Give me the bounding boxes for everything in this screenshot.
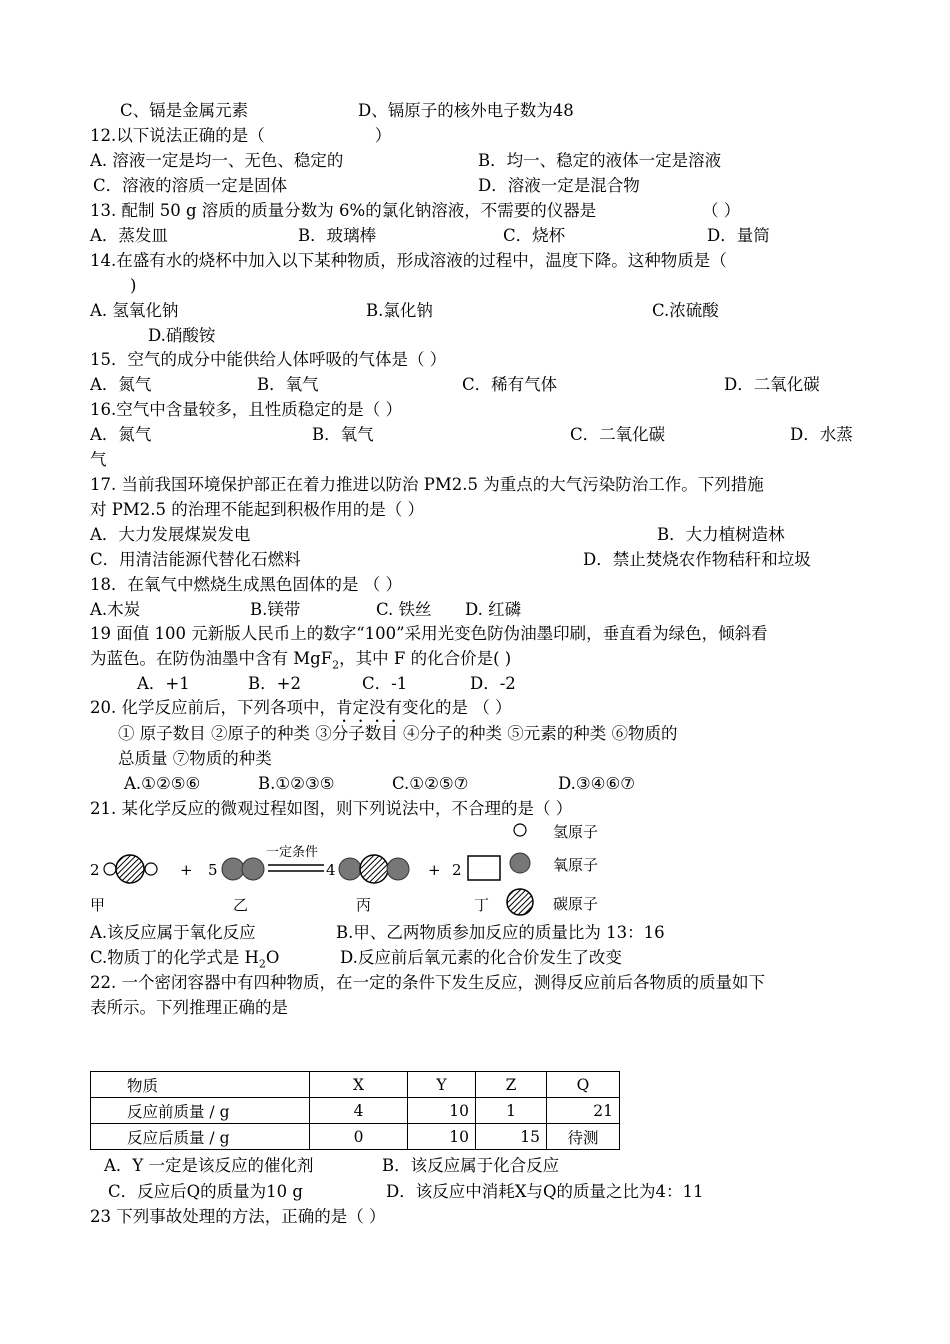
reaction-condition: 一定条件 [266, 845, 319, 860]
o-atom [242, 858, 264, 880]
q15-stem: 15．空气的成分中能供给人体呼吸的气体是（ ） [90, 350, 447, 369]
q20-items-line2: 总质量 ⑦物质的种类 [118, 749, 272, 768]
q19-option-c: C．-1 [362, 674, 408, 693]
q18-stem: 18．在氧气中燃烧生成黑色固体的是 （ ） [90, 575, 402, 594]
coef-bing: 4 [326, 861, 336, 879]
q14-option-a: A. 氢氧化钠 [90, 301, 179, 320]
q22-stem-line1: 22. 一个密闭容器中有四种物质，在一定的条件下发生反应，测得反应前后各物质的质量如下 [90, 973, 765, 992]
q14-stem: 14.在盛有水的烧杯中加入以下某种物质，形成溶液的过程中，温度下降。这种物质是（ [90, 251, 727, 270]
q13-option-a: A．蒸发皿 [90, 226, 168, 245]
q20-items-line1: ① 原子数目 ②原子的种类 ③分子数目 ④分子的种类 ⑤元素的种类 ⑥物质的 [118, 724, 678, 743]
q18-option-d: D. 红磷 [465, 600, 522, 619]
q19-option-b: B．+2 [248, 674, 301, 693]
o-atom [222, 858, 244, 880]
q16-option-a: A．氮气 [90, 425, 152, 444]
table-cell: 0 [310, 1124, 408, 1150]
o-atom [387, 858, 409, 880]
q22-stem-line2: 表所示。下列推理正确的是 [90, 998, 288, 1017]
q20-emphasis-text: 肯定没有 [336, 698, 402, 717]
q17-option-b: B．大力植树造林 [657, 525, 785, 544]
molecule-yi [222, 858, 264, 880]
coef-jia: 2 [90, 861, 100, 879]
label-ding: 丁 [474, 896, 490, 914]
q20-option-d: D.③④⑥⑦ [558, 774, 636, 793]
table-header-cell: Q [547, 1072, 620, 1098]
q21-diagram-svg [88, 818, 608, 918]
molecule-ding-box [468, 856, 500, 880]
q21-option-d: D.反应前后氧元素的化合价发生了改变 [340, 948, 622, 967]
q17-option-d: D．禁止焚烧农作物秸秆和垃圾 [583, 550, 811, 569]
q20-option-a: A.①②⑤⑥ [124, 774, 201, 793]
h-atom [145, 863, 157, 875]
q13-option-b: B．玻璃棒 [298, 226, 377, 245]
c-atom [116, 855, 144, 883]
q16-option-c: C．二氧化碳 [570, 425, 666, 444]
table-cell: 待测 [547, 1124, 620, 1150]
table-row [91, 1124, 620, 1150]
q23-stem: 23 下列事故处理的方法，正确的是（ ） [90, 1207, 386, 1226]
table-cell: 21 [547, 1098, 620, 1124]
q14-option-d: D.硝酸铵 [148, 326, 216, 345]
q12-option-c: C．溶液的溶质一定是固体 [93, 176, 288, 195]
table-cell: 1 [476, 1098, 547, 1124]
q15-option-c: C．稀有气体 [462, 375, 558, 394]
q19-option-d: D．-2 [470, 674, 516, 693]
q19-line2-tail: ，其中 F 的化合价是( ) [339, 649, 512, 668]
legend-c-label: 碳原子 [553, 895, 599, 913]
coef-yi: 5 [208, 861, 218, 879]
q19-line2-text: 为蓝色。在防伪油墨中含有 MgF [90, 649, 333, 668]
table-cell: 4 [310, 1098, 408, 1124]
q16-stem: 16.空气中含量较多，且性质稳定的是（ ） [90, 400, 402, 419]
q21-stem: 21. 某化学反应的微观过程如图，则下列说法中，不合理的是（ ） [90, 799, 573, 818]
table-row [91, 1098, 620, 1124]
table-cell: 反应前质量 / g [91, 1098, 310, 1124]
legend-o-label: 氧原子 [553, 856, 599, 874]
table-header-row [91, 1072, 620, 1098]
q17-stem-line2: 对 PM2.5 的治理不能起到积极作用的是（ ） [90, 500, 424, 519]
table-header-cell: 物质 [91, 1072, 310, 1098]
plus-1: + [180, 861, 193, 879]
q21-option-b: B.甲、乙两物质参加反应的质量比为 13：16 [336, 923, 665, 942]
table-cell: 10 [408, 1098, 476, 1124]
table-header-cell: X [310, 1072, 408, 1098]
legend-h-icon [514, 824, 526, 836]
q21-reaction-diagram [88, 818, 608, 918]
label-jia: 甲 [90, 896, 106, 914]
molecule-bing [339, 855, 409, 883]
plus-2: + [428, 861, 441, 879]
q15-option-b: B．氧气 [257, 375, 319, 394]
q16-option-d: D．水蒸 [790, 425, 853, 444]
q22-option-d: D．该反应中消耗X与Q的质量之比为4：11 [386, 1182, 704, 1201]
q20-option-b: B.①②③⑤ [258, 774, 335, 793]
q18-option-c: C. 铁丝 [376, 600, 432, 619]
legend-h-label: 氢原子 [553, 823, 599, 841]
o-atom [339, 858, 361, 880]
table-header-cell: Z [476, 1072, 547, 1098]
label-bing: 丙 [356, 896, 372, 914]
q17-stem-line1: 17. 当前我国环境保护部正在着力推进以防治 PM2.5 为重点的大气污染防治工作。下列措施 [90, 475, 764, 494]
q19-option-a: A．+1 [137, 674, 190, 693]
legend-o-icon [510, 853, 530, 873]
q11-option-d: D、镉原子的核外电子数为48 [358, 101, 574, 120]
q11-option-c: C、镉是金属元素 [120, 101, 249, 120]
q22-option-a: A．Y 一定是该反应的催化剂 [104, 1156, 314, 1175]
table-cell: 15 [476, 1124, 547, 1150]
molecule-jia [104, 855, 157, 883]
h-atom [104, 863, 116, 875]
q14-paren-close: ) [130, 276, 137, 295]
q12-stem-text: 12.以下说法正确的是（ [90, 126, 265, 145]
q22-option-b: B．该反应属于化合反应 [382, 1156, 560, 1175]
coef-ding: 2 [452, 861, 462, 879]
q16-option-b: B．氧气 [312, 425, 374, 444]
q13-option-c: C．烧杯 [503, 226, 566, 245]
q14-option-b: B.氯化钠 [366, 301, 433, 320]
q19-stem-line1: 19 面值 100 元新版人民币上的数字“100”采用光变色防伪油墨印刷，垂直看为绿色，倾斜看 [90, 624, 768, 643]
q21-option-c-tail: O [265, 948, 280, 967]
q13-stem: 13. 配制 50 g 溶质的质量分数为 6%的氯化钠溶液，不需要的仪器是 [90, 201, 597, 220]
c-atom [360, 855, 388, 883]
q14-option-c: C.浓硫酸 [652, 301, 719, 320]
q17-option-a: A．大力发展煤炭发电 [90, 525, 251, 544]
q16-option-d-wrap: 气 [90, 450, 107, 469]
q18-option-b: B.镁带 [250, 600, 301, 619]
q21-option-c-text: C.物质丁的化学式是 H [90, 948, 259, 967]
q12-option-a: A. 溶液一定是均一、无色、稳定的 [90, 151, 344, 170]
q13-paren: （ ） [702, 201, 741, 220]
label-yi: 乙 [233, 896, 249, 914]
q19-subscript: 2 [332, 658, 340, 672]
table-header-cell: Y [408, 1072, 476, 1098]
q12-stem [90, 125, 391, 147]
q20-stem-text: 20. 化学反应前后，下列各项中， [90, 698, 336, 717]
legend-c-icon [507, 889, 533, 915]
q13-option-d: D．量筒 [707, 226, 770, 245]
q15-option-a: A．氮气 [90, 375, 152, 394]
q12-option-b: B．均一、稳定的液体一定是溶液 [478, 151, 722, 170]
q12-paren-close: ） [374, 126, 392, 145]
q20-stem-tail: 变化的是 （ ） [402, 698, 512, 717]
q22-mass-table [90, 1071, 620, 1150]
q20-option-c: C.①②⑤⑦ [392, 774, 469, 793]
q21-subscript: 2 [258, 957, 266, 971]
table-cell: 10 [408, 1124, 476, 1150]
q15-option-d: D．二氧化碳 [724, 375, 820, 394]
q22-option-c: C．反应后Q的质量为10 g [108, 1182, 303, 1201]
q21-option-a: A.该反应属于氧化反应 [90, 923, 256, 942]
q20-stem [90, 697, 512, 726]
q17-option-c: C．用清洁能源代替化石燃料 [90, 550, 301, 569]
q12-option-d: D．溶液一定是混合物 [478, 176, 640, 195]
table-cell: 反应后质量 / g [91, 1124, 310, 1150]
q18-option-a: A.木炭 [90, 600, 141, 619]
